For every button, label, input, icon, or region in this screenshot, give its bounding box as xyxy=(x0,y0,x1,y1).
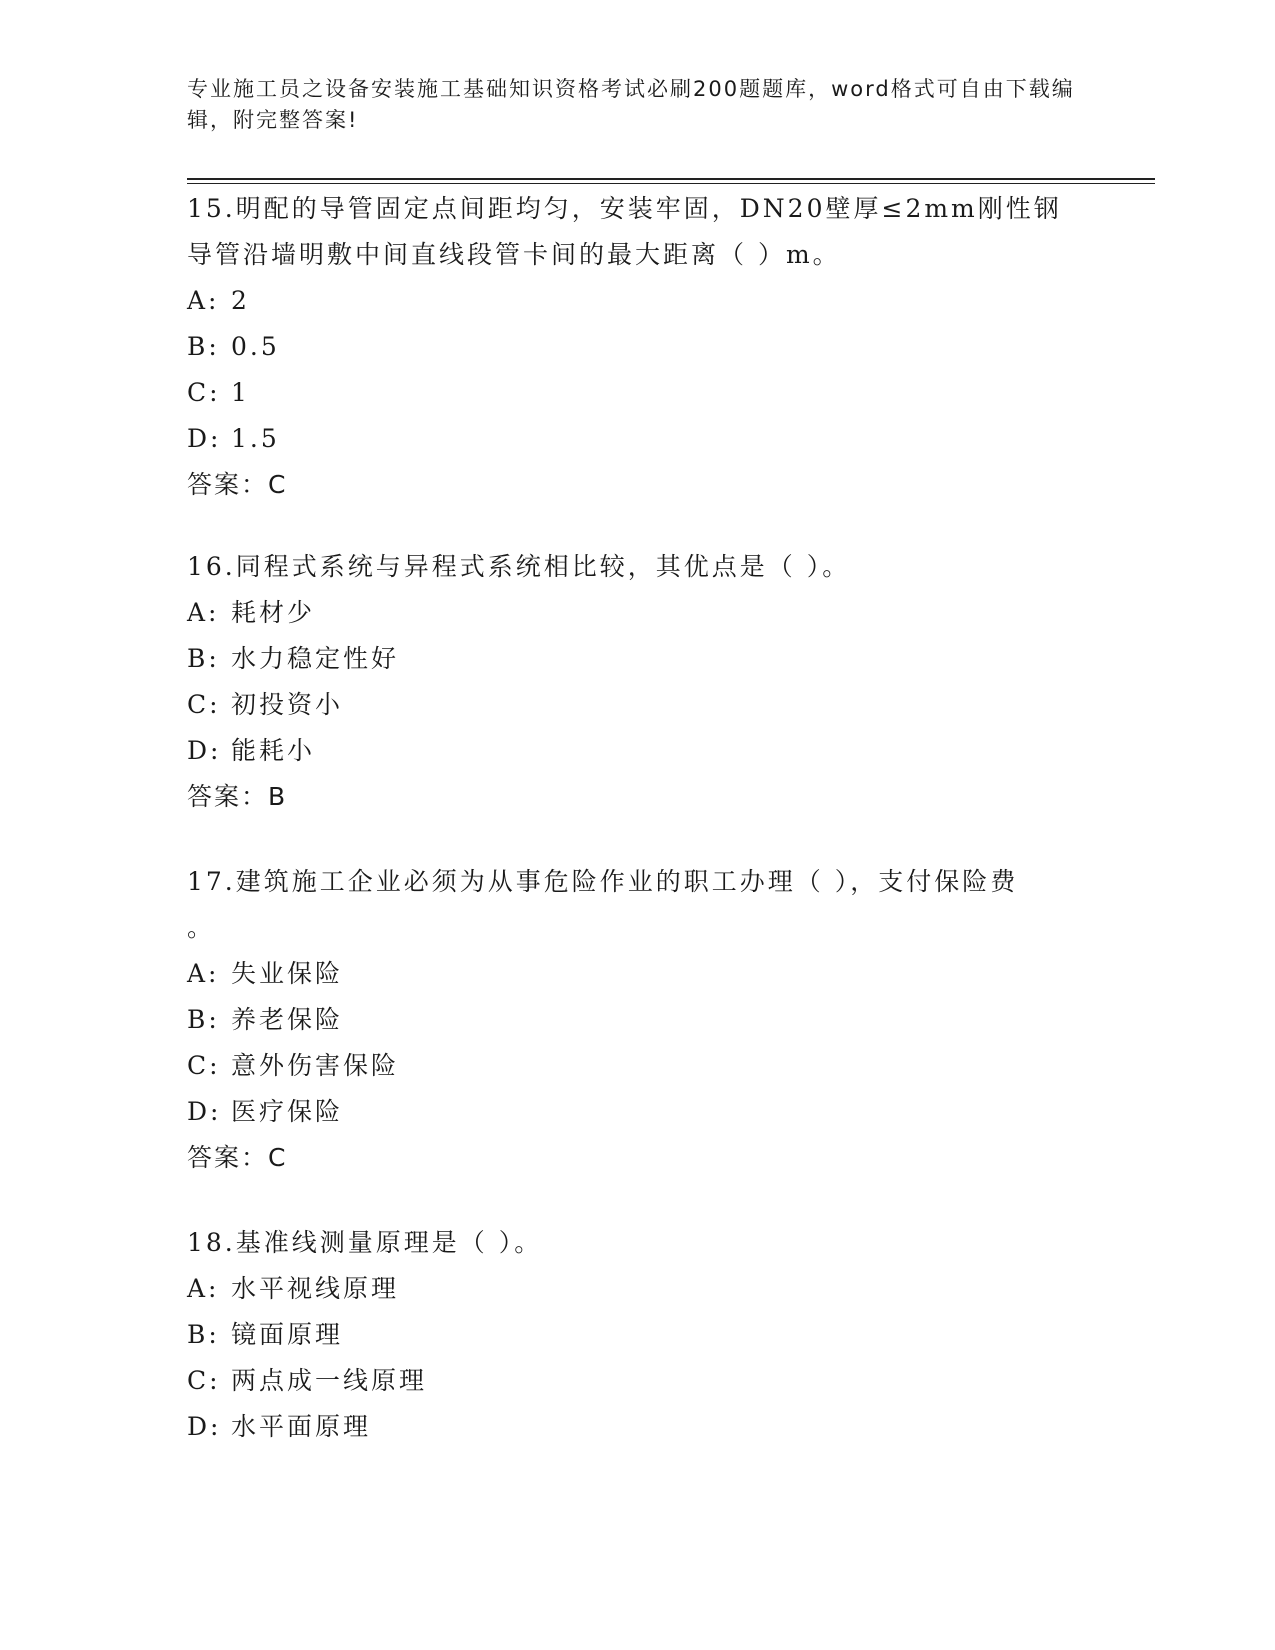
option-a: A: 耗材少 xyxy=(187,598,316,627)
option-b: B: 水力稳定性好 xyxy=(187,644,400,673)
header-divider-thick xyxy=(187,178,1155,180)
question-17 xyxy=(187,859,1087,1181)
option-d: D: 水平面原理 xyxy=(187,1412,372,1441)
option-b: B: 0.5 xyxy=(187,332,280,361)
question-stem: 15.明配的导管固定点间距均匀，安装牢固，DN20壁厚≤2mm刚性钢导管沿墙明敷中间直线段管卡间的最大距离（ ）m。 xyxy=(187,194,1062,269)
option-a: A: 水平视线原理 xyxy=(187,1274,400,1303)
option-c: C: 1 xyxy=(187,378,250,407)
option-a: A: 2 xyxy=(187,286,250,315)
option-c: C: 初投资小 xyxy=(187,690,344,719)
answer-line: 答案：B xyxy=(187,782,288,811)
answer-line: 答案：C xyxy=(187,1143,288,1172)
document-title: 专业施工员之设备安装施工基础知识资格考试必刷200题题库，word格式可自由下载编辑，附完整答案! xyxy=(187,77,1075,132)
option-c: C: 两点成一线原理 xyxy=(187,1366,428,1395)
question-15 xyxy=(187,186,1087,508)
answer-line: 答案：C xyxy=(187,470,288,499)
question-18 xyxy=(187,1220,1087,1450)
header-divider-thin xyxy=(187,183,1155,184)
option-a: A: 失业保险 xyxy=(187,959,344,988)
question-stem: 16.同程式系统与异程式系统相比较，其优点是（ ）。 xyxy=(187,552,851,581)
option-c: C: 意外伤害保险 xyxy=(187,1051,400,1080)
option-d: D: 1.5 xyxy=(187,424,280,453)
option-d: D: 医疗保险 xyxy=(187,1097,344,1126)
question-16 xyxy=(187,544,1087,820)
question-stem: 17.建筑施工企业必须为从事危险作业的职工办理（ ），支付保险费 。 xyxy=(187,867,1019,942)
option-d: D: 能耗小 xyxy=(187,736,316,765)
option-b: B: 镜面原理 xyxy=(187,1320,344,1349)
question-stem: 18.基准线测量原理是（ ）。 xyxy=(187,1228,543,1257)
option-b: B: 养老保险 xyxy=(187,1005,344,1034)
